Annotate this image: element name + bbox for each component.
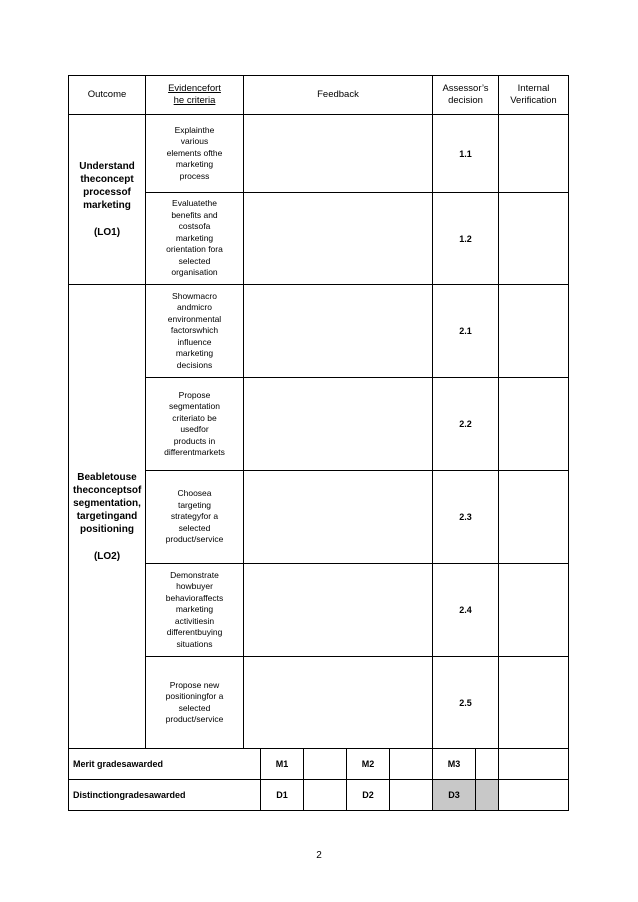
criterion-code: 1.1 [433,115,499,193]
grade-d3-box[interactable] [476,780,499,811]
distinction-verification-cell[interactable] [499,780,569,811]
grade-m2: M2 [347,749,390,780]
verification-cell[interactable] [499,564,569,657]
grade-m1: M1 [261,749,304,780]
criterion-code: 1.2 [433,193,499,285]
grade-m2-box[interactable] [390,749,433,780]
feedback-cell[interactable] [244,378,433,471]
outcome-lo2: Beabletouse theconceptsof segmentation, targetingand positioning (LO2) [69,285,146,749]
criterion-code: 2.3 [433,471,499,564]
evidence-cell: Explainthe various elements ofthe marketing process [146,115,244,193]
assessment-grid [68,75,568,811]
criterion-code: 2.5 [433,657,499,749]
criterion-code: 2.1 [433,285,499,378]
verification-cell[interactable] [499,285,569,378]
distinction-row [69,780,569,811]
criteria-table [68,75,569,749]
grade-m3-box[interactable] [476,749,499,780]
header-row [69,76,569,115]
evidence-header: Evidencefort he criteria [146,76,244,115]
outcome-code: (LO2) [93,550,121,562]
internal-verification-header: Internal Verification [499,76,569,115]
verification-cell[interactable] [499,378,569,471]
merit-verification-cell[interactable] [499,749,569,780]
criterion-code: 2.2 [433,378,499,471]
verification-cell[interactable] [499,193,569,285]
criterion-row-1-1 [69,115,569,193]
feedback-cell[interactable] [244,657,433,749]
distinction-label: Distinctiongradesawarded [69,780,261,811]
grade-m1-box[interactable] [304,749,347,780]
feedback-header: Feedback [244,76,433,115]
assessor-decision-header: Assessor’s decision [433,76,499,115]
grades-table [68,748,569,811]
outcome-lo1: Understand theconcept processof marketing (LO1) [69,115,146,285]
grade-d2-box[interactable] [390,780,433,811]
feedback-cell[interactable] [244,471,433,564]
grade-d1: D1 [261,780,304,811]
feedback-cell[interactable] [244,285,433,378]
verification-cell[interactable] [499,471,569,564]
merit-row [69,749,569,780]
criterion-row-2-1 [69,285,569,378]
evidence-cell: Demonstrate howbuyer behavioraffects marketing activitiesin differentbuying situations [146,564,244,657]
merit-label: Merit gradesawarded [69,749,261,780]
grade-m3: M3 [433,749,476,780]
evidence-cell: Propose segmentation criteriato be usedfor products in differentmarkets [146,378,244,471]
outcome-code: (LO1) [93,227,121,238]
verification-cell[interactable] [499,657,569,749]
feedback-cell[interactable] [244,115,433,193]
evidence-cell: Showmacro andmicro environmental factorswhich influence marketing decisions [146,285,244,378]
evidence-cell: Propose new positioningfor a selected product/service [146,657,244,749]
grade-d3: D3 [433,780,476,811]
page-number: 2 [316,850,322,861]
feedback-cell[interactable] [244,193,433,285]
evidence-cell: Evaluatethe benefits and costsofa marketing orientation fora selected organisation [146,193,244,285]
criterion-code: 2.4 [433,564,499,657]
grade-d2: D2 [347,780,390,811]
outcome-header: Outcome [69,76,146,115]
evidence-cell: Choosea targeting strategyfor a selected product/service [146,471,244,564]
verification-cell[interactable] [499,115,569,193]
feedback-cell[interactable] [244,564,433,657]
grade-d1-box[interactable] [304,780,347,811]
